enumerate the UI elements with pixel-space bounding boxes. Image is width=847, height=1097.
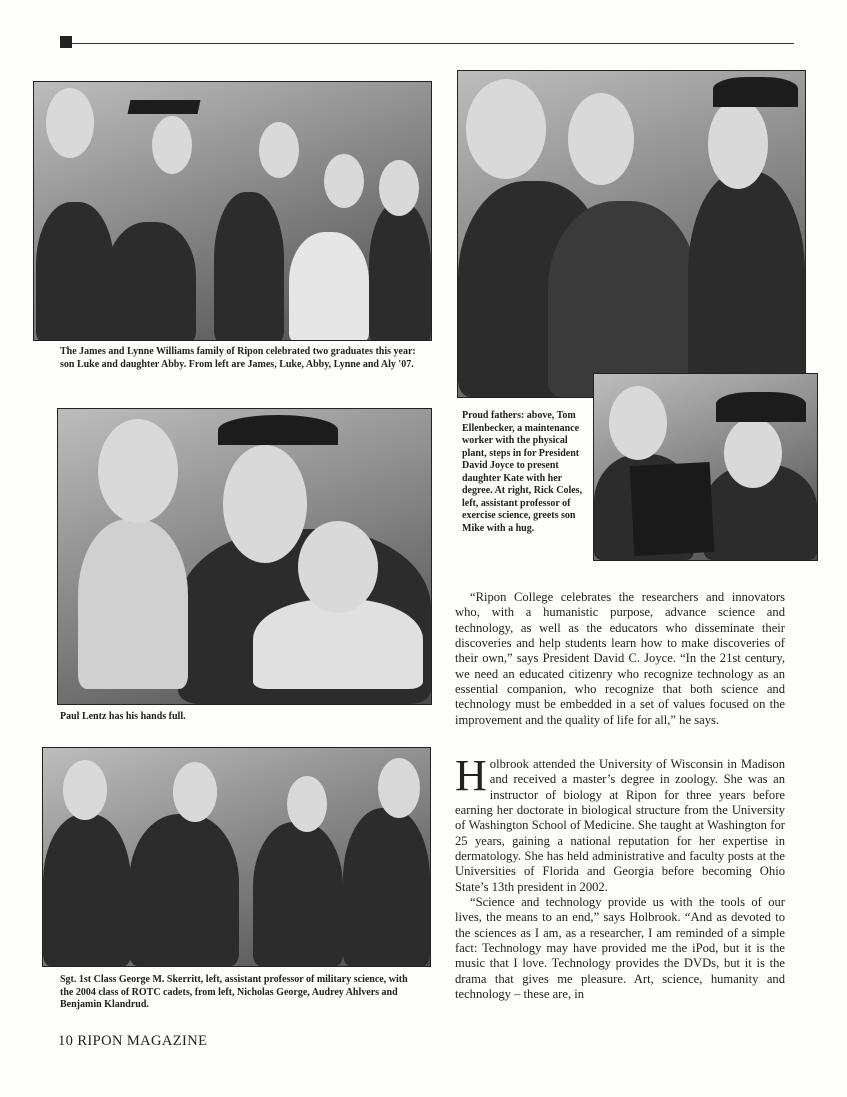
photo-ellenbecker-handshake bbox=[457, 70, 806, 398]
caption-proud-fathers: Proud fathers: above, Tom Ellenbecker, a maintenance worker with the physical plant, steps in for President David Joyce to present daughter Kate with her degree. At right, Rick Coles, left, assistant professor of exercise science, greets son Mike with a hug. bbox=[462, 410, 583, 534]
article-paragraph-1: “Ripon College celebrates the researchers and innovators who, with a humanistic purpose, advance science and technology, as well as the educators who disseminate their discoveries and help students learn how to make discoveries of their own,” says President David C. Joyce. “In the 21st century, we need an educated citizenry who recognize technology as an essential companion, who recognize that both science and technology must be embedded in a set of values focused on the improvement and the quality of life for all,” he says. bbox=[455, 590, 785, 727]
photo-coles-hug bbox=[593, 373, 818, 561]
article-body-continued bbox=[455, 751, 785, 1003]
article-paragraph-2 bbox=[455, 751, 785, 895]
article-body bbox=[455, 590, 785, 728]
page-folio: 10 RIPON MAGAZINE bbox=[58, 1033, 208, 1049]
article-paragraph-3: “Science and technology provide us with the tools of our lives, the means to an end,” says Holbrook. “And as devoted to the sciences as I am, as a researcher, I am reminded of a simple fact: Technology may have provided me the iPod, but it is the music that I love. Technology provides the DVDs, but it is the drama that gives me pleasure. Art, science, humanity and technology – these are, in bbox=[455, 895, 785, 1002]
photo-rotc-cadets bbox=[42, 747, 431, 967]
header-rule-line bbox=[72, 43, 794, 44]
caption-williams-family: The James and Lynne Williams family of Ripon celebrated two graduates this year: son Luke and daughter Abby. From left are James, Luke, Abby, Lynne and Aly '07. bbox=[60, 346, 416, 370]
photo-paul-lentz bbox=[57, 408, 432, 705]
caption-lentz: Paul Lentz has his hands full. bbox=[60, 711, 186, 722]
header-rule-square bbox=[60, 36, 72, 48]
article-paragraph-2-text: olbrook attended the University of Wisconsin in Madison and received a master’s degree in zoology. She was an instructor of biology at Ripon for three years before earning her doctorate in biological structure from the University of Washington School of Medicine. She taught at Washington for 25 years, gaining a national reputation for her expertise in dermatology. She has held administrative and faculty posts at the Universities of Florida and Georgia before becoming Ohio State’s 13th president in 2002. bbox=[455, 757, 785, 894]
caption-rotc: Sgt. 1st Class George M. Skerritt, left, assistant professor of military science, with the 2004 class of ROTC cadets, from left, Nicholas George, Audrey Ahlvers and Benjamin Klandrud. bbox=[60, 974, 408, 1010]
photo-williams-family bbox=[33, 81, 432, 341]
drop-cap: H bbox=[455, 751, 487, 800]
